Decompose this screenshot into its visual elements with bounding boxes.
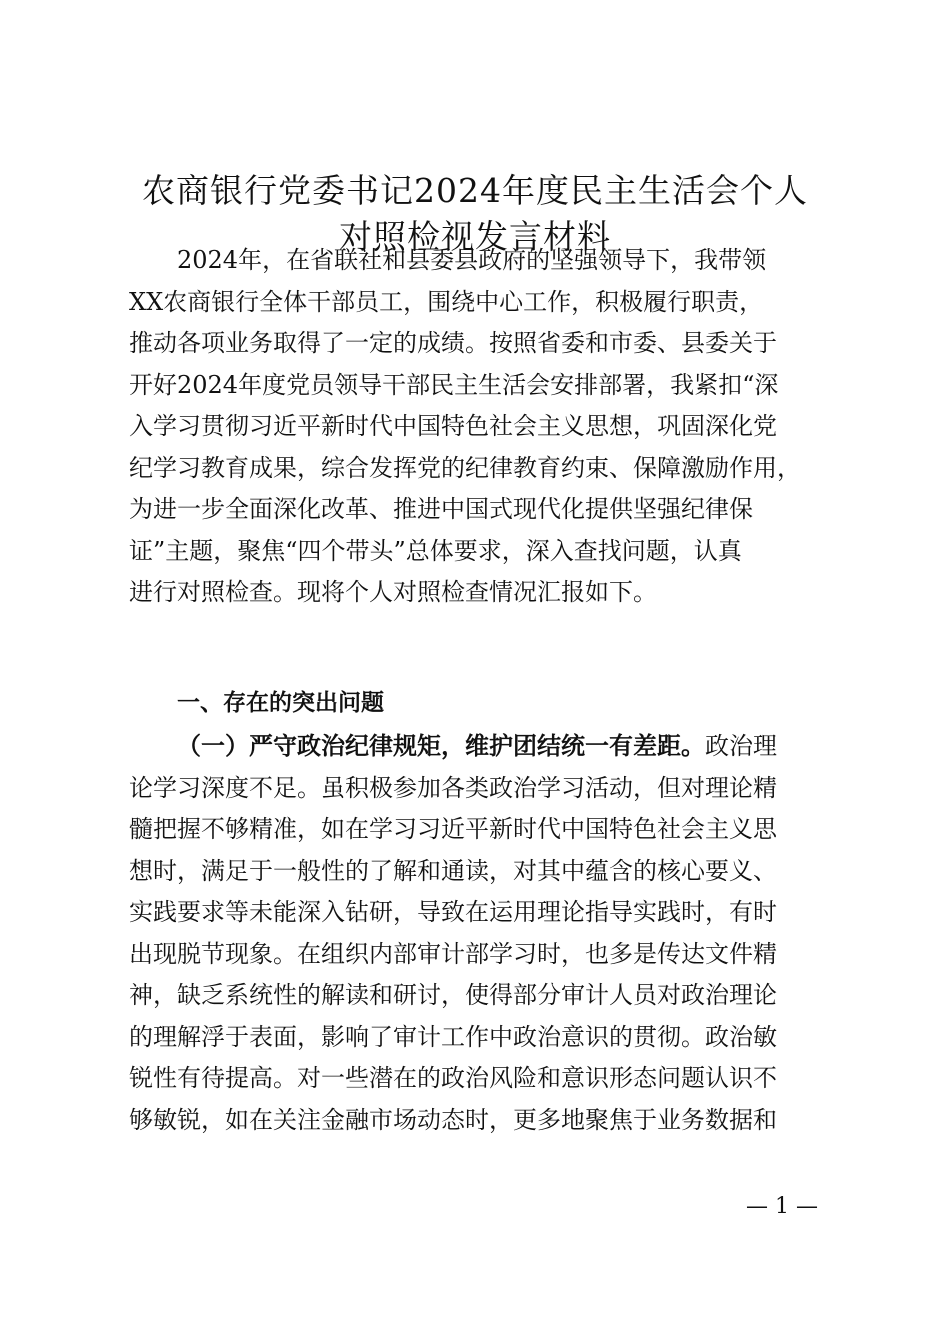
section-first-line-rest: 政治理 — [705, 732, 777, 760]
section-heading: 一、存在的突出问题 — [177, 690, 384, 716]
intro-line: 2024年，在省联社和县委县政府的坚强领导下，我带领 — [177, 246, 767, 274]
intro-line: XX农商银行全体干部员工，围绕中心工作，积极履行职责， — [129, 287, 764, 316]
section-first-line — [129, 725, 829, 768]
intro-line: 证”主题，聚焦“四个带头”总体要求，深入查找问题，认真 — [129, 536, 742, 565]
subsection-heading: （一）严守政治纪律规矩，维护团结统一有差距。 — [177, 731, 705, 760]
intro-line: 开好2024年度党员领导干部民主生活会安排部署，我紧扣“深 — [129, 370, 779, 399]
page-number: — 1 — — [746, 1194, 818, 1219]
section-line: 神，缺乏系统性的解读和研讨，使得部分审计人员对政治理论 — [129, 981, 777, 1009]
section-line: 髓把握不够精准，如在学习习近平新时代中国特色社会主义思 — [129, 815, 777, 843]
section-line: 够敏锐，如在关注金融市场动态时，更多地聚焦于业务数据和 — [129, 1105, 777, 1134]
section-line: 想时，满足于一般性的了解和通读，对其中蕴含的核心要义、 — [129, 856, 777, 885]
section-line: 出现脱节现象。在组织内部审计部学习时，也多是传达文件精 — [129, 939, 777, 968]
title-line-2: 对照检视发言材料 — [339, 217, 611, 256]
section-paragraph — [129, 725, 829, 1141]
section-line: 锐性有待提高。对一些潜在的政治风险和意识形态问题认识不 — [129, 1064, 777, 1092]
intro-line: 进行对照检查。现将个人对照检查情况汇报如下。 — [129, 578, 657, 606]
section-line: 实践要求等未能深入钻研，导致在运用理论指导实践时，有时 — [129, 898, 777, 926]
title-line-1: 农商银行党委书记2024年度民主生活会个人 — [142, 171, 808, 210]
intro-line: 为进一步全面深化改革、推进中国式现代化提供坚强纪律保 — [129, 495, 753, 523]
section-line: 的理解浮于表面，影响了审计工作中政治意识的贯彻。政治敏 — [129, 1022, 777, 1051]
intro-line: 入学习贯彻习近平新时代中国特色社会主义思想，巩固深化党 — [129, 412, 777, 440]
section-line: 论学习深度不足。虽积极参加各类政治学习活动，但对理论精 — [129, 773, 777, 802]
intro-line: 推动各项业务取得了一定的成绩。按照省委和市委、县委关于 — [129, 329, 777, 357]
intro-paragraph — [129, 240, 829, 614]
intro-line: 纪学习教育成果，综合发挥党的纪律教育约束、保障激励作用， — [129, 453, 801, 482]
